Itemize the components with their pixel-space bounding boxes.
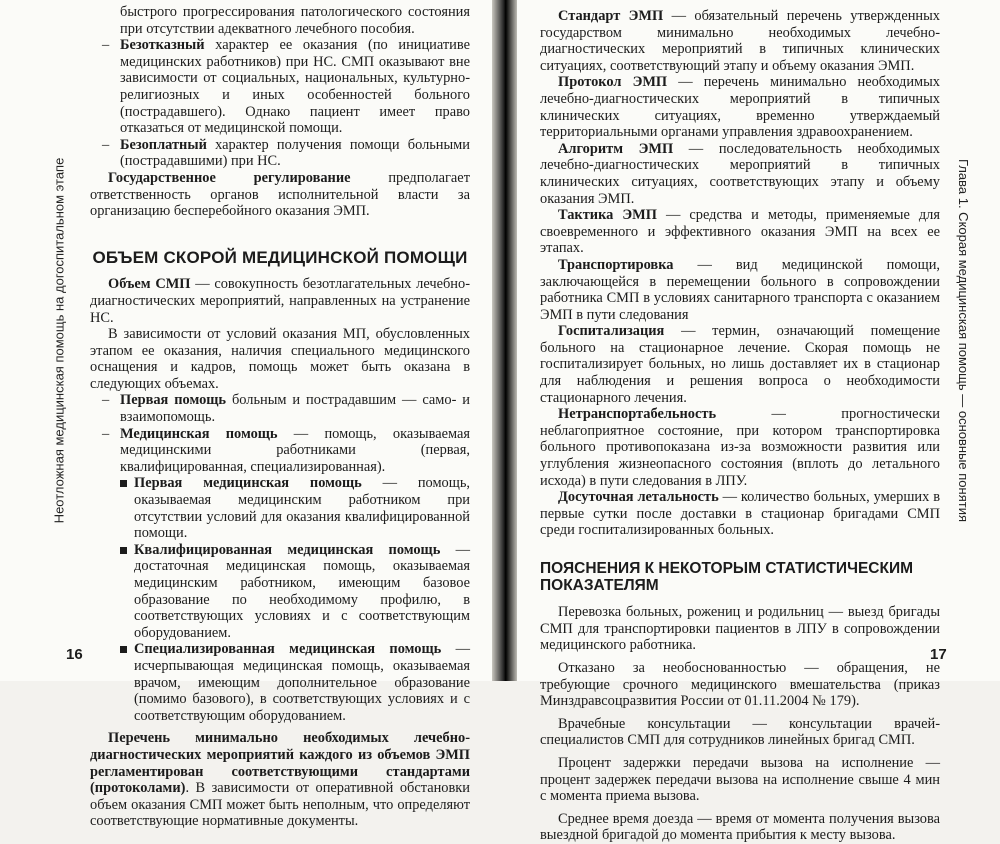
term: Безотказный — [120, 37, 205, 54]
section-heading: ОБЪЕМ СКОРОЙ МЕДИЦИНСКОЙ ПОМОЩИ — [92, 247, 468, 267]
definition: — средства и методы, применяемые для своевременного и эффективного оказания ЭМП на всех ее этапах. — [540, 207, 940, 257]
right-text-column — [540, 8, 940, 844]
definition: — последовательность необходимых лечебно-диагностических мероприятий в типичных клинических ситуациях, соответствующих этапу и объему оказания ЭМП. — [540, 140, 940, 207]
running-head-text: Глава 1. Скорая медицинская помощь — основные понятия — [955, 159, 971, 522]
definition: — прогностически неблагоприятное состояние, при котором транспортировка больного противопоказана из-за возможности развития или углубления жизнеопасного состояния (вплоть до летального исхода) в пути следования в ЛПУ. — [540, 406, 940, 489]
list-item-bezotkaz — [100, 37, 470, 137]
definition: предполагает ответственность органов исполнительной власти за организацию бесперебойного оказания ЭМП. — [90, 169, 470, 220]
definition: — перечень минимально необходимых лечебно-диагностических мероприятий в типичных клинических ситуациях, временно утверждаемый территориальными органами управления здравоохранением. — [540, 74, 940, 141]
paragraph-obem — [90, 276, 470, 326]
paragraph-stat-2: Отказано за необоснованностью — обращения, не требующие срочного медицинского вмешательства (приказ Минздравсоцразвития России от 01.11.2004 № 179). — [540, 659, 940, 710]
left-text-column — [90, 4, 470, 830]
right-running-head — [950, 0, 976, 681]
term: Государственное регулирование — [108, 169, 351, 186]
left-page — [0, 0, 492, 830]
list-item-bezplat — [100, 137, 470, 170]
definition: — термин, означающий помещение больного на стационарное лечение. Скорая помощь не госпитализирует больных, но лишь доставляет их в стационар для наблюдения и решения вопроса о необходимости стационарного лечения. — [540, 323, 940, 406]
term: Госпитализация — [558, 323, 665, 340]
definition: — исчерпывающая медицинская помощь, оказываемая врачом, имеющим дополнительное образование (помимо базового), в соответствующих условиях и с соответствующим оборудованием. — [134, 641, 470, 724]
term: Специализированная медицинская помощь — [134, 641, 442, 658]
term: Медицинская помощь — [120, 425, 278, 442]
paragraph-standart — [540, 8, 940, 74]
term: Транспортировка — [558, 256, 674, 273]
term: Первая медицинская помощь — [134, 475, 362, 492]
paragraph-algoritm — [540, 141, 940, 207]
section-heading: ПОЯСНЕНИЯ К НЕКОТОРЫМ СТАТИСТИЧЕСКИМ ПОКАЗАТЕЛЯМ — [540, 560, 914, 594]
paragraph-protokol — [540, 74, 940, 140]
paragraph-dosut — [540, 489, 940, 539]
term: Первая помощь — [120, 392, 227, 409]
continued-paragraph: быстрого прогрессирования патологического состояния при отсутствии адекватного лечебного пособия. — [120, 4, 470, 37]
definition: больным и пострадавшим — само- и взаимопомощь. — [120, 392, 470, 426]
definition: — помощь, оказываемая медицинским работником при отсутствии условий для оказания квалифицированной помощи. — [134, 475, 470, 542]
left-running-head — [46, 0, 72, 681]
paragraph-transport — [540, 257, 940, 323]
term: Досуточная летальность — [558, 489, 719, 506]
term: Перечень минимально необходимых лечебно-диагностических мероприятий каждого из объемов ЭМП регламентирован соответствующими стандартами (протоколами) — [90, 730, 470, 797]
book-gutter — [492, 0, 517, 681]
definition: . В зависимости от оперативной обстановки объем оказания СМП может быть неполным, что определяют соответствующие нормативные документы. — [90, 780, 470, 830]
definition: характер получения помощи больными (пострадавшими) при НС. — [120, 136, 470, 170]
definition: — достаточная медицинская помощь, оказываемая медицинским работником, имеющим базовое образование по необходимому профилю, в соответствующих условиях и с соответствующим оборудованием. — [134, 541, 470, 641]
term: Объем СМП — [108, 276, 191, 293]
definition: — обязательный перечень утвержденных государством минимально необходимых лечебно-диагностических мероприятий в типичных клинических ситуациях, соответствующий этапу и объему оказания ЭМП. — [540, 8, 940, 74]
paragraph-gos — [90, 170, 470, 220]
term: Алгоритм ЭМП — [558, 140, 674, 157]
page-number: 16 — [66, 646, 83, 663]
term: Безоплатный — [120, 136, 207, 153]
running-head-text: Неотложная медицинская помощь на догоспитальном этапе — [51, 157, 67, 524]
paragraph-taktika — [540, 207, 940, 257]
paragraph-gospital — [540, 323, 940, 406]
bullet-item-kval — [118, 542, 470, 642]
paragraph-zavisim: В зависимости от условий оказания МП, обусловленных этапом ее оказания, наличия специального медицинского оснащения и кадров, помощь может быть оказана в следующих объемах. — [90, 326, 470, 392]
term: Протокол ЭМП — [558, 74, 668, 91]
term: Стандарт ЭМП — [558, 8, 664, 24]
term: Квалифицированная медицинская помощь — [134, 541, 441, 558]
paragraph-stat-5: Среднее время доезда — время от момента получения вызова выездной бригадой до момента прибытия к месту вызова. — [540, 810, 940, 844]
bullet-item-pmp — [118, 475, 470, 541]
bullet-item-spec — [118, 641, 470, 724]
definition: — количество больных, умерших в первые сутки после доставки в стационар бригадами СМП среди госпитализированных больных. — [540, 489, 940, 539]
term: Тактика ЭМП — [558, 207, 657, 224]
definition: — вид медицинской помощи, заключающейся в перемещении больного в сопровождении работника СМП в условиях санитарного транспорта с оказанием ЭМП в пути следования — [540, 256, 940, 323]
list-item-medical-help — [100, 426, 470, 476]
paragraph-stat-4: Процент задержки передачи вызова на исполнение — процент задержек передачи вызова на исполнение свыше 4 мин с момента приема вызова. — [540, 754, 940, 805]
page-number: 17 — [930, 646, 947, 663]
definition: — помощь, оказываемая медицинскими работниками (первая, квалифицированная, специализированная). — [120, 425, 470, 475]
term: Нетранспортабельность — [558, 406, 717, 423]
definition: — совокупность безотлагательных лечебно-диагностических мероприятий, направленных на устранение НС. — [90, 276, 470, 326]
paragraph-stat-3: Врачебные консультации — консультации врачей-специалистов СМП для сотрудников линейных бригад СМП. — [540, 715, 940, 749]
paragraph-stat-1: Перевозка больных, рожениц и родильниц — выезд бригады СМП для транспортировки пациентов в ЛПУ в сопровождении медицинского работника. — [540, 604, 940, 654]
paragraph-netrans — [540, 406, 940, 489]
paragraph-perechen — [90, 730, 470, 830]
definition: характер ее оказания (по инициативе медицинских работников) при НС. СМП оказывают вне зависимости от социальных, национальных, культурно-религиозных и иных особенностей больного (пострадавшего). Однако пациент имеет право отказаться от медицинской помощи. — [120, 37, 470, 137]
list-item-first-aid — [100, 392, 470, 425]
